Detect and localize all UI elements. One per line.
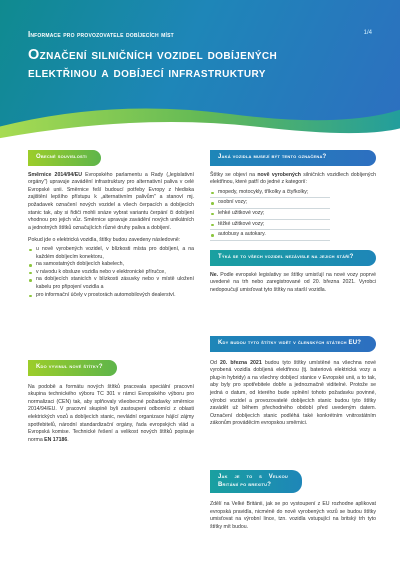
list-item: lehké užitkové vozy;: [210, 210, 330, 220]
paragraph-text: Od: [210, 359, 221, 366]
header-swoosh-graphic: [0, 92, 400, 140]
emphasis: nově vyrobených: [257, 171, 301, 178]
section-heading: Jak je to s Velkou Británií po brexitu?: [210, 470, 302, 493]
vehicle-category-list: [210, 189, 330, 241]
header-kicker: Informace pro provozovatele dobíjecích míst: [28, 30, 174, 39]
section-tyka: [210, 250, 376, 294]
paragraph-text: silničních vozidlech dobíjených elektřinou, které patří do jedné z kategorií:: [210, 171, 376, 186]
list-item: autobusy a autokary.: [210, 231, 330, 241]
list-item: osobní vozy;: [210, 199, 330, 209]
section-kdy: [210, 336, 376, 428]
list-item: pro informační účely v prostorách automobilových dealerství.: [28, 292, 194, 300]
section-heading: Obecné souvislosti: [28, 150, 101, 166]
section-paragraph: [210, 172, 376, 187]
list-item: na dobíjecích stanicích v blízkosti zásuvky nebo v místě uložení kabelu pro připojení vozidla a: [28, 276, 194, 291]
section-paragraph: [210, 360, 376, 428]
paragraph-text: budou tyto štítky umístěné na všechna nové vyrobená vozidla dobíjená elektřinou (tj. bateriová elektrická vozy a plug-in hybridy) a na všechny dobíjecí stanice v Evropské unii, a to tak, aby byly pro spotřebitele dobře a jednoznačně viditelné. Protože se jedná o datum, od kterého bude splnění tohoto požadavku povinné, výrobci vozidel a provozovatelé dobíjecích stanic budou tyto štítky zavádět už během přechodného období před uvedeným datem. Označení dobíjecích stanic podléhá také konkrétním vnitrostátním zákonům prováděcím evropskou směrnici.: [210, 359, 376, 427]
list-item: u nově vyrobených vozidel, v blízkosti místa pro dobíjení, a na každém dobíjecím konektoru,: [28, 246, 194, 261]
list-item: mopedy, motocykly, tříkolky a čtyřkolky;: [210, 189, 330, 199]
section-paragraph: [28, 384, 194, 445]
list-item: na samostatných dobíjecích kabelech,: [28, 261, 194, 269]
standard-name: EN 17186: [44, 436, 68, 443]
section-heading: Týká se to všech vozidel nezávisle na jejich stáří?: [210, 250, 376, 266]
section-jaka: [210, 150, 376, 242]
header-banner: [0, 0, 400, 140]
directive-name: Směrnice 2014/94/EU: [28, 171, 82, 178]
section-obecne: [28, 150, 194, 299]
section-paragraph: [28, 172, 194, 233]
section-kdo: [28, 360, 194, 444]
paragraph-text: Na podobě a formátu nových štítků pracovala speciální pracovní skupina technického výboru TC 301 v rámci Evropského výboru pro normalizaci (CEN) tak, aby splňovaly všeobecné požadavky směrnice 2014/94/EU. V pracovní skupině byli zastoupeni odborníci z oblasti elektrických vozů a dobíjecích stanic, nevládní organizace hájící zájmy spotřebitelů, národní standardizační orgány, řada evropských vlád a Evropská komise. Technické řešení a velikost nových štítků popisuje norma: [28, 383, 194, 443]
list-item: v návodu k obsluze vozidla nebo v elektronické příručce,: [28, 269, 194, 277]
section-heading: Kdo vyvinul nové štítky?: [28, 360, 117, 376]
section-paragraph: [210, 272, 376, 295]
date-emphasis: 20. března 2021: [220, 359, 262, 366]
section-brexit: [210, 470, 376, 532]
paragraph-text: Evropského parlamentu a Rady („legislativní orgány") upravuje zavádění infrastruktury pro alternativní paliva v celé Evropské unii. Směrnice řeší budoucí potřeby Evropy z hlediska zajištění lepšího přístupu k „alternativním palivům" a stanoví mj. požadavek označení nových vozidel a všech čerpacích a dobíjecích stanic tak, aby si řidiči mohli snáze vybrat variantu čerpání či dobíjení vhodnou pro jejich vůz. Směrnice upravuje zavádění nových unikátních a jednotných štítků označujících různé druhy paliva a dobíjení.: [28, 171, 194, 231]
section-paragraph: Zdělí na Velké Británii, jak se po vystoupení z EU rozhodne aplikovat evropská pravidla, nicméně do nově vyrobených vozů se budou štítky umisťovat na výrobní lince, tzn. vozidla vstupující na britský trh tyto štítky mít budou.: [210, 501, 376, 530]
section-paragraph: Pokud jde o elektrická vozidla, štítky budou zavedeny následovně:: [28, 237, 181, 244]
paragraph-text: Podle evropské legislativy se štítky umisťují na nové vozy poprvé uvedené na trh nebo zaregistrované od 20. března 2021. Vyrobci nedopoučují umisťovat tyto štítky na starší vozidla.: [210, 271, 376, 293]
emphasis: Ne.: [210, 271, 219, 278]
section-heading: Jaká vozidla musejí být tento označena?: [210, 150, 376, 166]
page-title: Označení silničních vozidel dobíjených elektřinou a dobíjecí infrastruktury: [28, 47, 278, 81]
paragraph-text: Štítky se objeví na: [210, 171, 258, 178]
paragraph-text: .: [67, 436, 69, 443]
section-heading: Kdy budou tyto štítky vidět v členských státech EU?: [210, 336, 376, 352]
bullet-list: [28, 246, 194, 299]
list-item: těžké užitkové vozy;: [210, 221, 330, 231]
page-number: 1/4: [363, 30, 372, 36]
